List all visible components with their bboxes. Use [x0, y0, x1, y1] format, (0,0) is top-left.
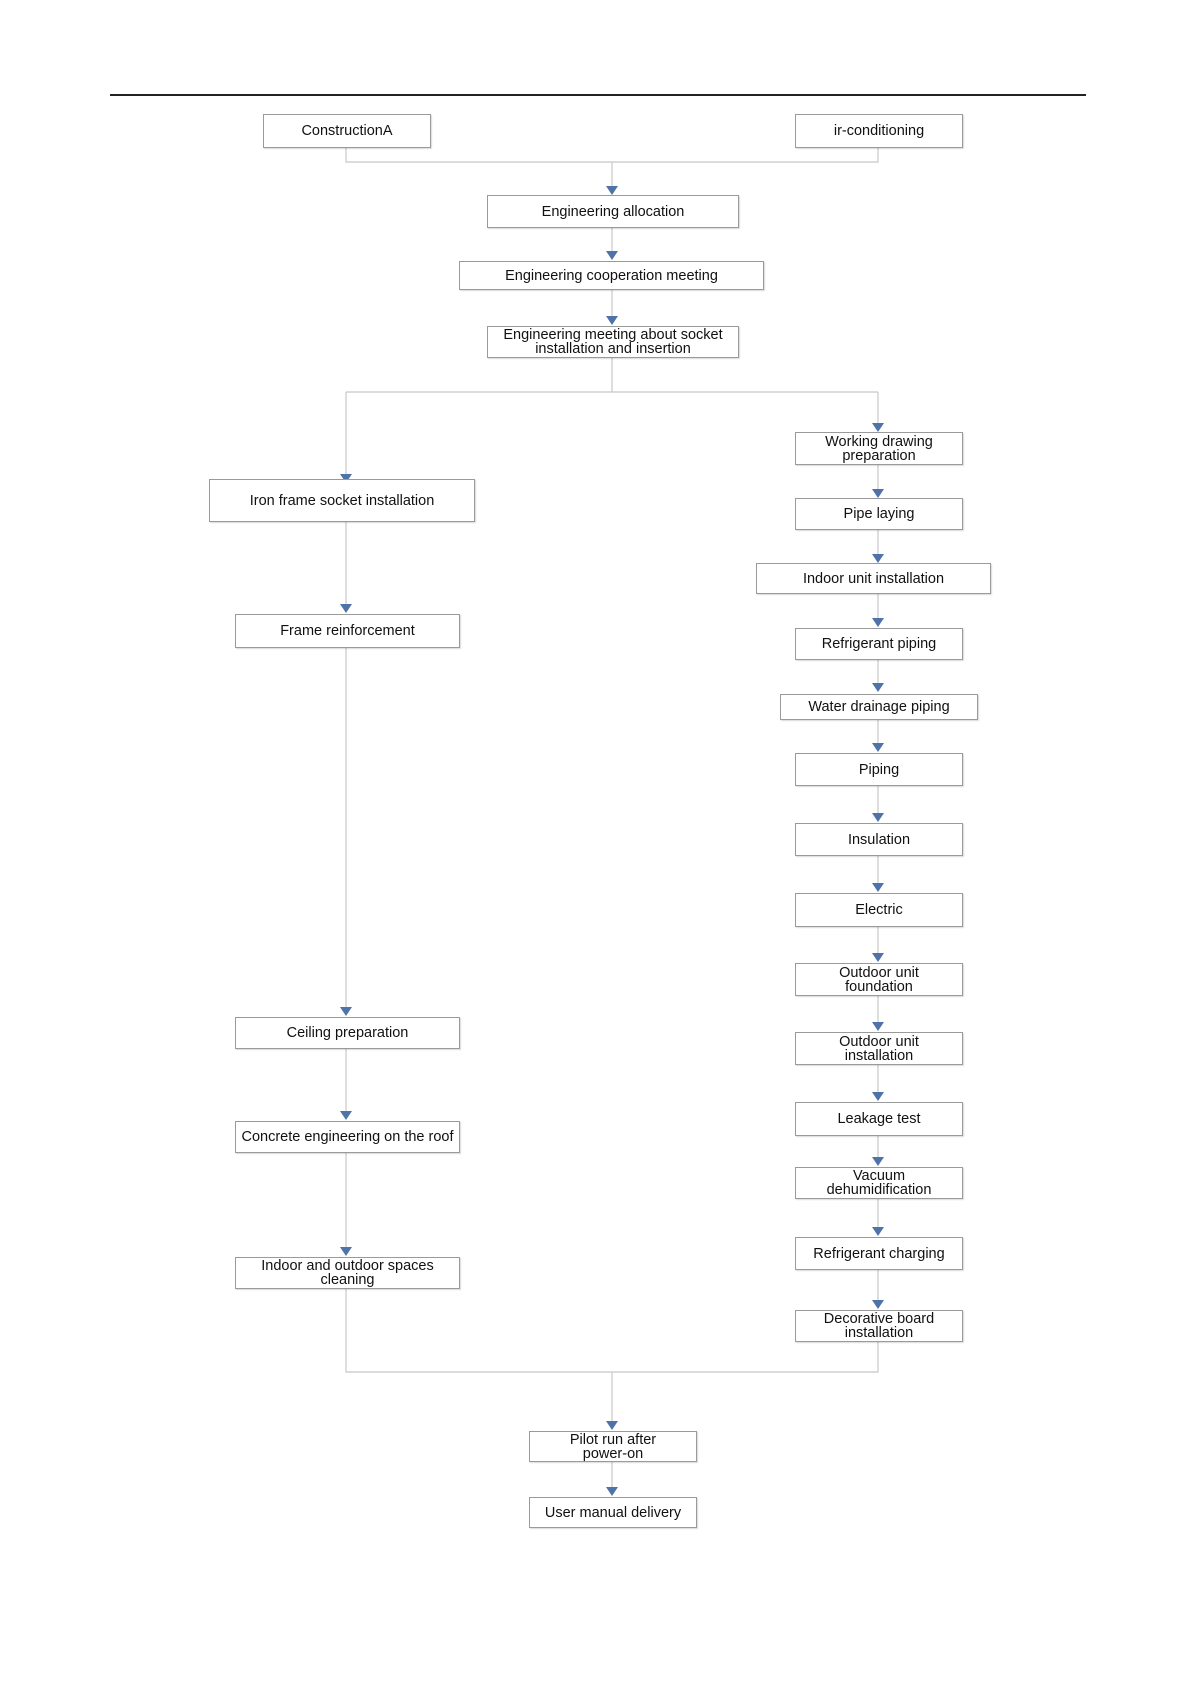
- engineering-allocation-box: Engineering allocation: [487, 195, 739, 228]
- arrowhead: [606, 186, 618, 195]
- ac-step-1: Working drawing preparation: [795, 432, 963, 465]
- arrowhead: [872, 1092, 884, 1101]
- arrowhead: [872, 1300, 884, 1309]
- ac-step-10: Outdoor unit installation: [795, 1032, 963, 1065]
- ac-step-5: Water drainage piping: [780, 694, 978, 720]
- ac-step-13: Refrigerant charging: [795, 1237, 963, 1270]
- construction-step-3: Ceiling preparation: [235, 1017, 460, 1049]
- construction-step-2: Frame reinforcement: [235, 614, 460, 648]
- ac-step-7: Insulation: [795, 823, 963, 856]
- construction-step-1: Iron frame socket installation: [209, 479, 475, 522]
- ac-step-3: Indoor unit installation: [756, 563, 991, 594]
- arrowhead: [872, 743, 884, 752]
- arrowhead: [340, 1111, 352, 1120]
- ac-step-4: Refrigerant piping: [795, 628, 963, 660]
- ac-step-2: Pipe laying: [795, 498, 963, 530]
- construction-step-4: Concrete engineering on the roof: [235, 1121, 460, 1153]
- arrowhead: [872, 618, 884, 627]
- arrowhead: [872, 883, 884, 892]
- pilot-run-box: Pilot run after power-on: [529, 1431, 697, 1462]
- arrowhead: [872, 813, 884, 822]
- ac-step-11: Leakage test: [795, 1102, 963, 1136]
- arrowhead: [872, 1227, 884, 1236]
- arrowhead: [872, 953, 884, 962]
- construction-header-box: ConstructionA: [263, 114, 431, 148]
- ac-step-14: Decorative board installation: [795, 1310, 963, 1342]
- arrowhead: [872, 1157, 884, 1166]
- arrowhead: [340, 1247, 352, 1256]
- arrowhead: [340, 604, 352, 613]
- ac-step-12: Vacuum dehumidification: [795, 1167, 963, 1199]
- arrowhead: [872, 554, 884, 563]
- air-conditioning-header-box: ir-conditioning: [795, 114, 963, 148]
- arrowhead: [872, 489, 884, 498]
- arrowhead: [872, 683, 884, 692]
- ac-step-6: Piping: [795, 753, 963, 786]
- arrowhead: [606, 1421, 618, 1430]
- arrowhead: [872, 423, 884, 432]
- connector-top-merge: [346, 148, 878, 162]
- engineering-cooperation-box: Engineering cooperation meeting: [459, 261, 764, 290]
- ac-step-9: Outdoor unit foundation: [795, 963, 963, 996]
- arrowhead: [872, 1022, 884, 1031]
- arrowhead: [606, 316, 618, 325]
- user-manual-box: User manual delivery: [529, 1497, 697, 1528]
- construction-step-5: Indoor and outdoor spaces cleaning: [235, 1257, 460, 1289]
- ac-step-8: Electric: [795, 893, 963, 927]
- arrowhead: [340, 1007, 352, 1016]
- engineering-socket-meeting-box: Engineering meeting about socket installation and insertion: [487, 326, 739, 358]
- arrowhead: [606, 1487, 618, 1496]
- arrowhead: [606, 251, 618, 260]
